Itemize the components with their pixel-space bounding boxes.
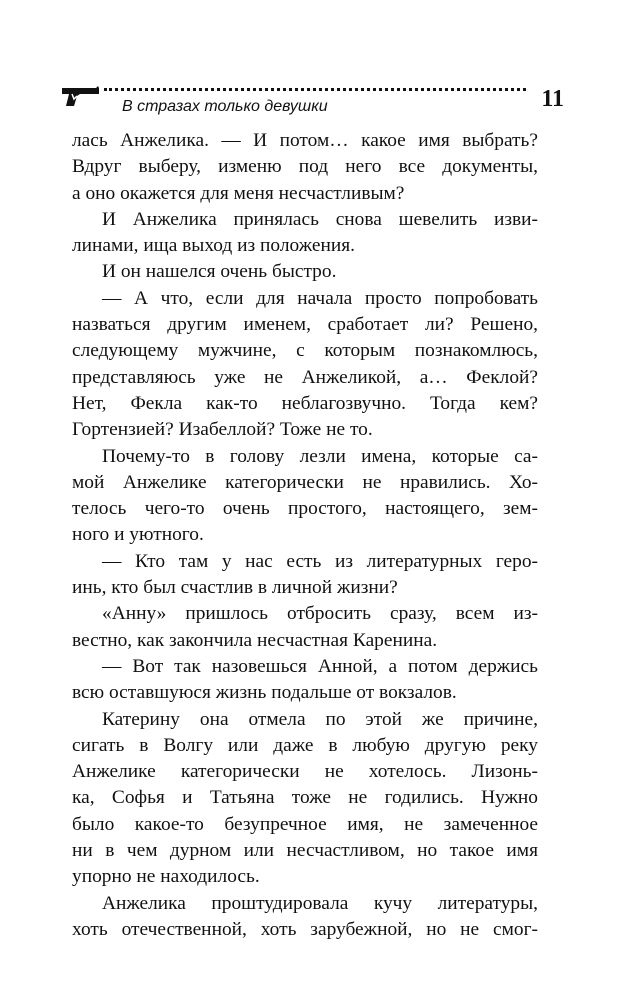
text-line: И Анжелика принялась снова шевелить изви-: [102, 208, 538, 230]
text-line: — Кто там у нас есть из литературных геро-: [102, 550, 538, 572]
page-number: 11: [541, 86, 564, 112]
text-line: представляюсь уже не Анжеликой, а… Феклой?: [72, 366, 538, 388]
text-line: лась Анжелика. — И потом… какое имя выбрать?: [72, 130, 538, 151]
text-line: следующему мужчине, с которым познакомлюсь,: [72, 340, 538, 362]
text-line: Катерину она отмела по этой же причине,: [102, 708, 538, 730]
text-line: Вдруг выберу, изменю под него все документы,: [72, 156, 538, 178]
text-line: хоть отечественной, хоть зарубежной, но не смог-: [72, 918, 538, 940]
text-line: «Анну» пришлось отбросить сразу, всем из-: [102, 603, 538, 625]
text-line: — Вот так назовешься Анной, а потом держись: [102, 655, 538, 677]
text-line: ни в чем дурном или несчастливом, но такое имя: [72, 840, 538, 862]
text-line: линами, ища выход из положения.: [72, 235, 355, 257]
text-line: всю оставшуюся жизнь подальше от вокзалов.: [72, 682, 457, 704]
text-line: назваться другим именем, сработает ли? Решено,: [72, 314, 538, 336]
text-line: Анжелика проштудировала кучу литературы,: [102, 892, 538, 914]
text-line: ного и уютного.: [72, 524, 204, 546]
text-line: ка, Софья и Татьяна тоже не годились. Нужно: [72, 787, 538, 809]
text-line: — А что, если для начала просто попробовать: [102, 287, 538, 309]
text-line: было какое-то безупречное имя, не замеченное: [72, 813, 538, 835]
page-header: [60, 78, 580, 118]
text-line: упорно не находилось.: [72, 866, 260, 888]
text-line: Гортензией? Изабеллой? Тоже не то.: [72, 419, 373, 441]
text-line: Нет, Фекла как-то неблагозвучно. Тогда кем?: [72, 392, 538, 414]
text-line: телось чего-то очень простого, настоящего, зем-: [72, 498, 538, 520]
text-line: а оно окажется для меня несчастливым?: [72, 182, 405, 204]
text-line: Почему-то в голову лезли имена, которые са-: [102, 445, 538, 467]
text-line: инь, кто был счастлив в личной жизни?: [72, 577, 398, 599]
text-line: Анжелике категорически не хотелось. Лизонь-: [72, 761, 538, 783]
running-title: В стразах только девушки: [122, 98, 328, 115]
text-line: вестно, как закончила несчастная Каренина.: [72, 629, 438, 651]
text-line: мой Анжелике категорически не нравились. Хо-: [72, 471, 538, 493]
body-text: [72, 128, 538, 943]
header-dotted-rule: [104, 88, 526, 91]
pistol-icon: [60, 84, 100, 108]
text-line: И он нашелся очень быстро.: [102, 261, 337, 283]
text-line: сигать в Волгу или даже в любую другую реку: [72, 734, 538, 756]
